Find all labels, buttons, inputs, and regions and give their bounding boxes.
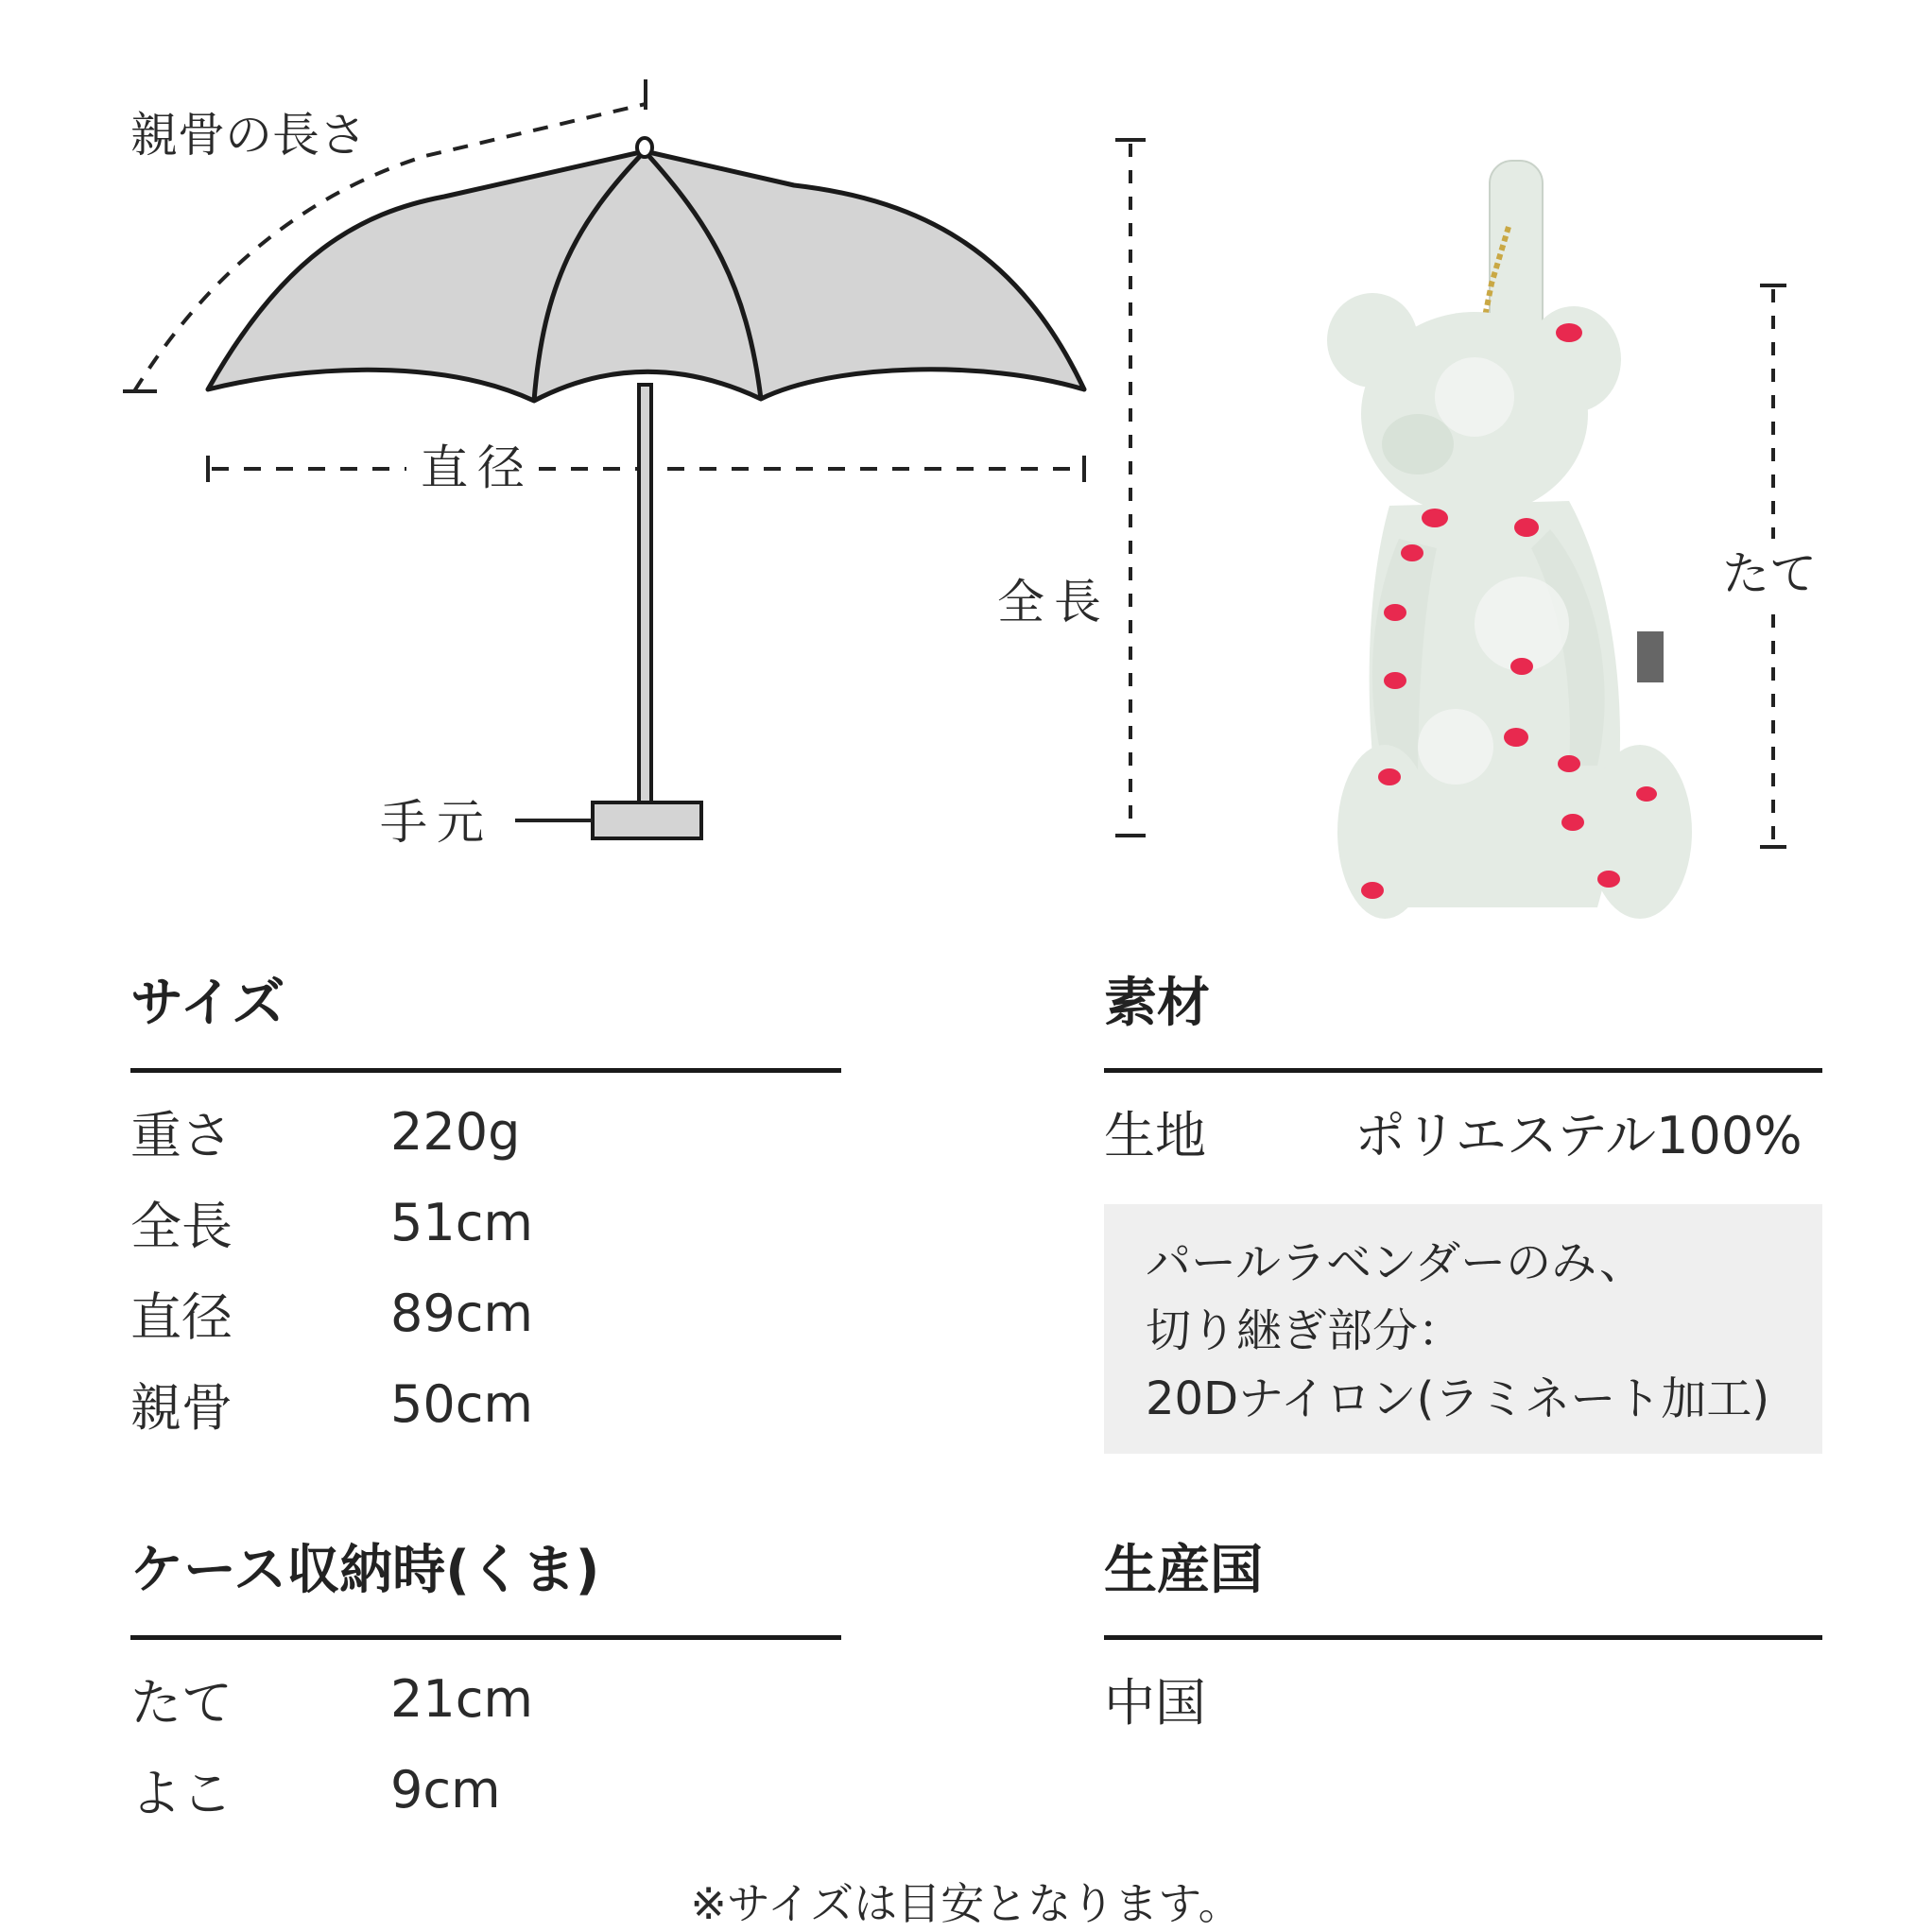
material-note-line: パールラベンダーのみ、 xyxy=(1146,1236,1646,1289)
size-value: 51cm xyxy=(390,1192,534,1252)
handle-label: 手元 xyxy=(380,795,493,850)
size-key: 親骨 xyxy=(130,1377,233,1438)
size-value: 89cm xyxy=(390,1283,534,1343)
case-key: よこ xyxy=(130,1763,233,1823)
size-key: 全長 xyxy=(130,1196,233,1256)
umbrella-shaft xyxy=(639,385,651,802)
size-key: 重さ xyxy=(130,1105,233,1165)
umbrella-tip xyxy=(637,138,652,157)
case-title: ケース収納時(くま) xyxy=(130,1540,600,1601)
rib-length-label: 親骨の長さ xyxy=(130,108,367,163)
total-length-label: 全長 xyxy=(997,575,1111,630)
size-value: 50cm xyxy=(390,1373,534,1434)
material-row-fabric xyxy=(1104,1086,1822,1177)
umbrella-canopy xyxy=(208,151,1084,401)
case-row-width xyxy=(130,1744,841,1835)
bear-case-illustration xyxy=(1327,161,1692,919)
case-key: たて xyxy=(130,1672,233,1733)
umbrella-handle xyxy=(593,802,701,838)
material-title: 素材 xyxy=(1104,973,1210,1034)
material-note-line: 20Dナイロン(ラミネート加工) xyxy=(1146,1372,1770,1425)
material-key: 生地 xyxy=(1104,1105,1206,1165)
case-divider xyxy=(130,1635,841,1640)
size-value: 220g xyxy=(390,1101,521,1162)
size-row-rib xyxy=(130,1358,841,1449)
size-key: 直径 xyxy=(130,1286,233,1347)
case-row-height xyxy=(130,1653,841,1744)
material-note-box xyxy=(1104,1204,1822,1454)
origin-section xyxy=(1104,1540,1822,1744)
size-section xyxy=(130,973,841,1449)
origin-row xyxy=(1104,1653,1822,1744)
diameter-label: 直径 xyxy=(421,440,534,495)
diagram-area xyxy=(0,0,1932,945)
material-section xyxy=(1104,973,1822,1177)
size-disclaimer-footnote: ※サイズは目安となります。 xyxy=(690,1878,1242,1929)
material-value: ポリエステル100% xyxy=(1354,1105,1803,1165)
origin-title: 生産国 xyxy=(1104,1540,1263,1601)
origin-value: 中国 xyxy=(1104,1672,1206,1733)
size-title: サイズ xyxy=(130,973,285,1034)
size-row-diameter xyxy=(130,1268,841,1358)
case-value: 9cm xyxy=(390,1759,501,1820)
case-section xyxy=(130,1540,841,1835)
material-divider xyxy=(1104,1068,1822,1073)
material-note-line: 切り継ぎ部分： xyxy=(1146,1304,1464,1357)
size-divider xyxy=(130,1068,841,1073)
case-height-label: たて xyxy=(1722,546,1817,601)
case-value: 21cm xyxy=(390,1668,534,1729)
size-row-total-length xyxy=(130,1177,841,1268)
origin-divider xyxy=(1104,1635,1822,1640)
size-row-weight xyxy=(130,1086,841,1177)
